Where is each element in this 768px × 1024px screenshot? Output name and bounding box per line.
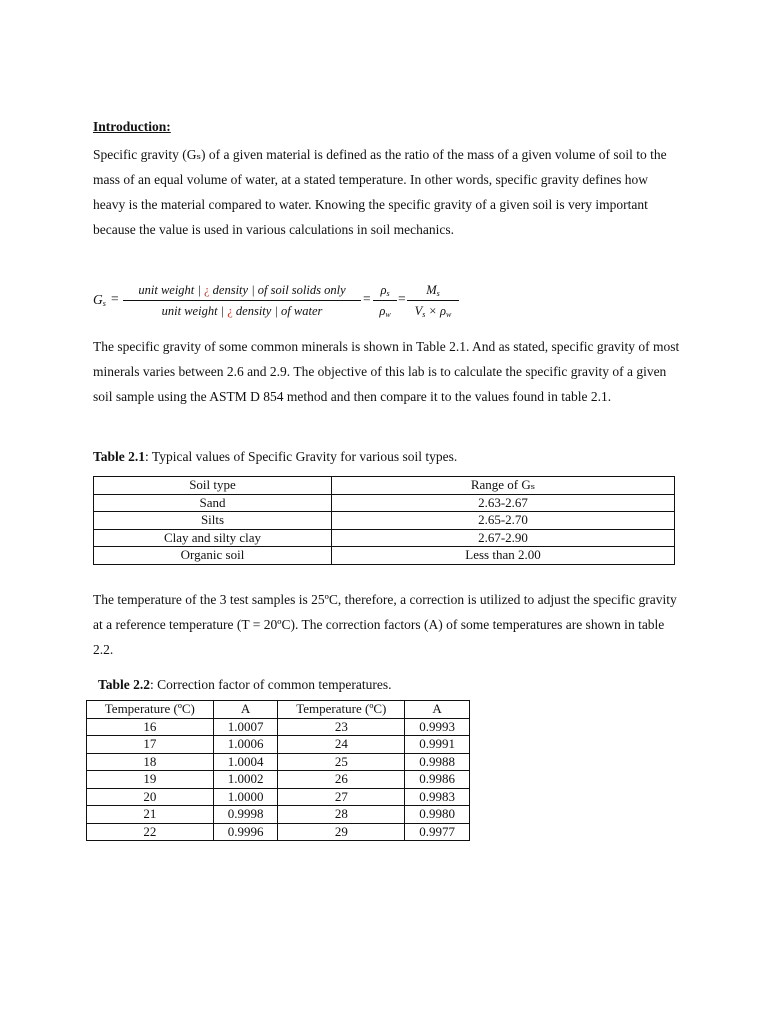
table-cell: Organic soil [94, 547, 332, 565]
minerals-paragraph: The specific gravity of some common minerals is shown in Table 2.1. And as stated, specific gravity of most minerals varies between 2.6 and 2.9. The objective of this lab is to calculate the specific gravity of a given soil sample using the ASTM D 854 method and then compare it to the values found in table 2.1. [93, 339, 680, 404]
formula-equals: = [111, 291, 119, 306]
table-cell: 0.9986 [405, 771, 470, 789]
table-cell: 0.9993 [405, 718, 470, 736]
table-cell: 0.9998 [213, 806, 278, 824]
table-cell: 16 [87, 718, 214, 736]
table-row [87, 718, 470, 736]
table-cell: 19 [87, 771, 214, 789]
table-row [87, 736, 470, 754]
table-cell: 24 [278, 736, 405, 754]
temperature-paragraph: The temperature of the 3 test samples is 25ºC, therefore, a correction is utilized to adjust the specific gravity at a reference temperature (T = 20ºC). The correction factors (A) of some temperatures are shown in table 2.2. [93, 592, 677, 657]
table-cell: 25 [278, 753, 405, 771]
table-header-row [94, 477, 675, 495]
table-row [94, 547, 675, 565]
table-row [87, 788, 470, 806]
column-header: Range of Gₛ [332, 477, 675, 495]
intro-paragraph: Specific gravity (Gₛ) of a given material is defined as the ratio of the mass of a given volume of soil to the mass of an equal volume of water, at a stated temperature. In other words, specific gravity defines how heavy is the material compared to water. Knowing the specific gravity of a given soil is very important because the value is used in various calculations in soil mechanics. [93, 147, 667, 237]
table-cell: 22 [87, 823, 214, 841]
table-row [87, 806, 470, 824]
table-cell: 0.9996 [213, 823, 278, 841]
table-2-2-caption: Table 2.2: Correction factor of common temperatures. [98, 677, 392, 692]
table-cell: 21 [87, 806, 214, 824]
formula-equals: = [363, 291, 371, 306]
table-cell: 1.0006 [213, 736, 278, 754]
specific-gravity-formula [93, 280, 493, 324]
table-cell: 0.9983 [405, 788, 470, 806]
table-cell: 26 [278, 771, 405, 789]
table-cell: 1.0004 [213, 753, 278, 771]
column-header: A [405, 701, 470, 719]
section-heading: Introduction: [93, 119, 171, 134]
table-row [87, 771, 470, 789]
table-cell: 2.63-2.67 [332, 494, 675, 512]
table-cell: Less than 2.00 [332, 547, 675, 565]
table-cell: 28 [278, 806, 405, 824]
column-header: Temperature (ºC) [278, 701, 405, 719]
table-cell: 2.65-2.70 [332, 512, 675, 530]
correction-factor-table [86, 700, 470, 841]
table-cell: 1.0000 [213, 788, 278, 806]
table-header-row [87, 701, 470, 719]
formula-fraction-density: $\rho_s$ $\rho_w$ [373, 280, 397, 321]
table-cell: Clay and silty clay [94, 529, 332, 547]
column-header: Temperature (ºC) [87, 701, 214, 719]
table-row [87, 823, 470, 841]
table-row [94, 512, 675, 530]
table-cell: 0.9988 [405, 753, 470, 771]
table-cell: 0.9991 [405, 736, 470, 754]
table-cell: 2.67-2.90 [332, 529, 675, 547]
table-cell: Silts [94, 512, 332, 530]
table-cell: 17 [87, 736, 214, 754]
column-header: A [213, 701, 278, 719]
table-cell: 29 [278, 823, 405, 841]
table-row [94, 529, 675, 547]
formula-fraction-mass: $M_s$ $V_s \times \rho_w$ [407, 280, 459, 321]
table-cell: 18 [87, 753, 214, 771]
specific-gravity-table [93, 476, 675, 565]
table-cell: 1.0002 [213, 771, 278, 789]
table-cell: Sand [94, 494, 332, 512]
table-cell: 20 [87, 788, 214, 806]
formula-fraction-unit-weight: unit weight | ¿ density | of soil solids only unit weight | ¿ density | of water [123, 280, 361, 321]
table-2-1-caption: Table 2.1: Typical values of Specific Gravity for various soil types. [93, 449, 458, 464]
table-row [87, 753, 470, 771]
formula-equals: = [398, 291, 406, 306]
formula-lhs: $G_s$ [93, 292, 106, 308]
table-cell: 0.9980 [405, 806, 470, 824]
column-header: Soil type [94, 477, 332, 495]
table-cell: 23 [278, 718, 405, 736]
table-row [94, 494, 675, 512]
table-cell: 1.0007 [213, 718, 278, 736]
table-cell: 27 [278, 788, 405, 806]
table-cell: 0.9977 [405, 823, 470, 841]
